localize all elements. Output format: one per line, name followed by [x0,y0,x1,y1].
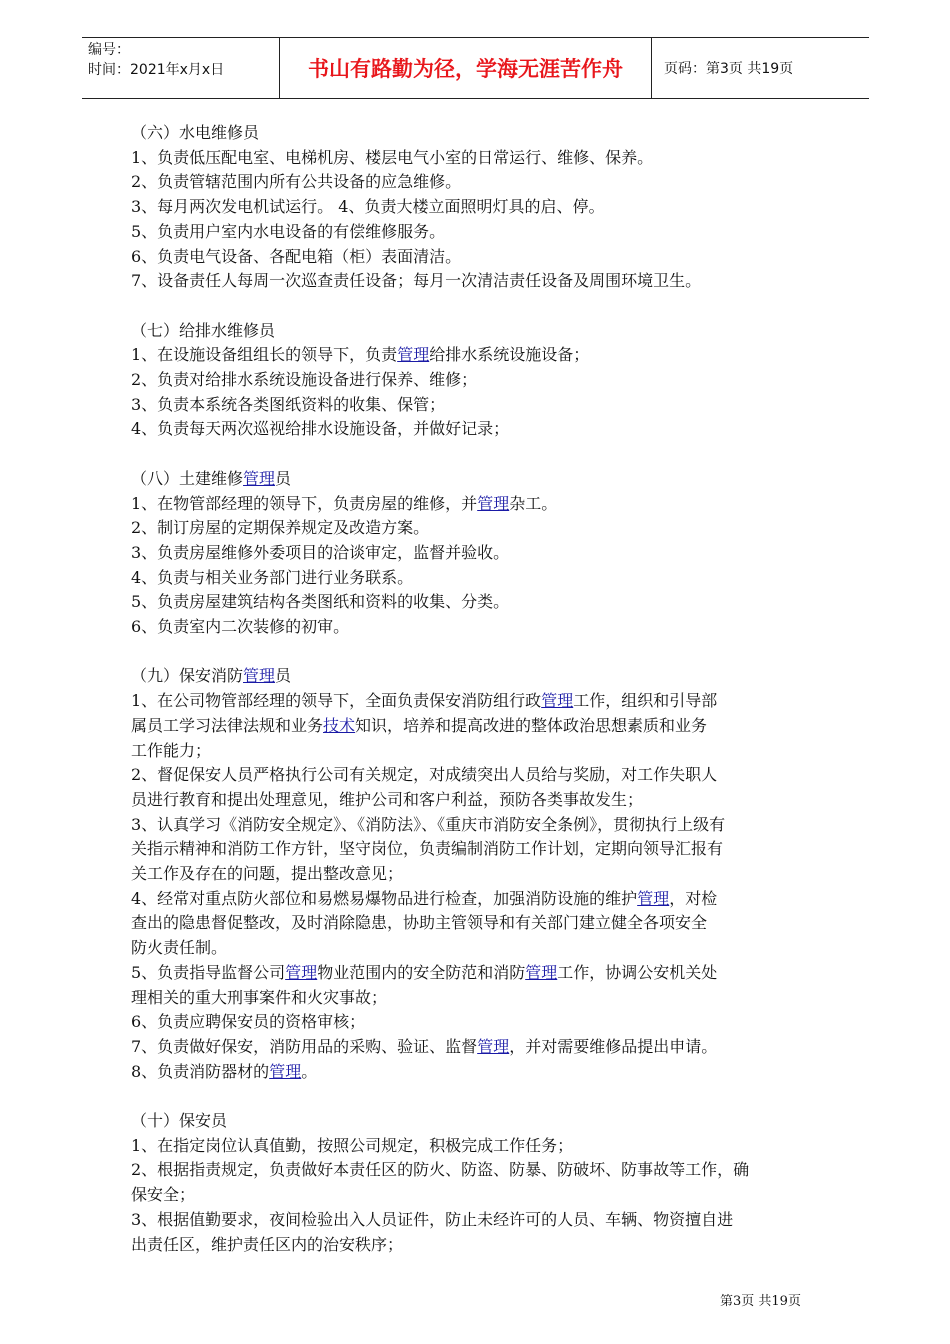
hyperlink[interactable]: 技术 [323,715,356,735]
section-spacer [131,640,821,665]
text-segment: 2、负责对给排水系统设施设备进行保养、维修； [131,370,478,390]
list-item [131,1183,821,1208]
section [131,467,821,640]
text-segment: 查出的隐患督促整改，及时消除隐患，协助主管领导和有关部门建立健全各项安全 [131,913,708,933]
list-item [131,1158,821,1183]
hyperlink[interactable]: 管理 [243,468,276,488]
list-item [131,837,821,862]
section [131,319,821,443]
hyperlink[interactable]: 管理 [269,1061,302,1081]
list-item [131,1134,821,1159]
text-segment: 1、在公司物管部经理的领导下，全面负责保安消防组行政 [131,691,542,711]
hyperlink[interactable]: 管理 [477,1036,510,1056]
hyperlink[interactable]: 管理 [397,345,430,365]
list-item [131,368,821,393]
text-segment: 6、负责应聘保安员的资格审核； [131,1012,366,1032]
text-segment: 5、负责用户室内水电设备的有偿维修服务。 [131,221,446,241]
text-segment: 4、经常对重点防火部位和易燃易爆物品进行检查，加强消防设施的维护 [131,888,638,908]
text-segment: 关工作及存在的问题，提出整改意见； [131,864,404,884]
document-body [131,121,821,1257]
hyperlink[interactable]: 管理 [541,691,574,711]
section-title [131,664,821,689]
text-segment: 5、负责房屋建筑结构各类图纸和资料的收集、分类。 [131,592,510,612]
list-item [131,1035,821,1060]
list-item [131,417,821,442]
section-title [131,121,821,146]
document-number-label: 编号： [88,42,130,58]
text-segment: 4、负责与相关业务部门进行业务联系。 [131,567,414,587]
text-segment: 知识，培养和提高改进的整体政治思想素质和业务 [355,715,708,735]
list-item [131,1010,821,1035]
list-item [131,615,821,640]
text-segment: 2、督促保安人员严格执行公司有关规定，对成绩突出人员给与奖励，对工作失职人 [131,765,718,785]
section [131,121,821,294]
text-segment: 物业范围内的安全防范和消防 [317,962,526,982]
list-item [131,936,821,961]
page-header [82,37,869,99]
list-item [131,739,821,764]
list-item [131,541,821,566]
list-item [131,1233,821,1258]
header-motto: 书山有路勤为径，学海无涯苦作舟 [280,38,652,98]
list-item [131,714,821,739]
list-item [131,689,821,714]
section-title [131,1109,821,1134]
text-segment: 关指示精神和消防工作方针，坚守岗位，负责编制消防工作计划，定期向领导汇报有 [131,839,724,859]
list-item [131,492,821,517]
text-segment: 给排水系统设施设备； [429,345,590,365]
text-segment: 3、负责房屋维修外委项目的洽谈审定，监督并验收。 [131,542,510,562]
list-item [131,813,821,838]
text-segment: 6、负责室内二次装修的初审。 [131,617,350,637]
text-segment: 工作能力； [131,740,212,760]
list-item [131,911,821,936]
list-item [131,887,821,912]
text-segment: 员 [275,468,292,488]
text-segment: （十）保安员 [131,1111,228,1131]
text-segment: 1、负责低压配电室、电梯机房、楼层电气小室的日常运行、维修、保养。 [131,147,654,167]
text-segment: （九）保安消防 [131,666,244,686]
section-title [131,467,821,492]
page-footer: 第3页 共19页 [720,1294,801,1309]
text-segment: 员进行教育和提出处理意见，维护公司和客户利益，预防各类事故发生； [131,789,644,809]
section [131,664,821,1084]
text-segment: 6、负责电气设备、各配电箱（柜）表面清洁。 [131,246,462,266]
list-item [131,986,821,1011]
list-item [131,146,821,171]
hyperlink[interactable]: 管理 [243,666,276,686]
text-segment: 2、负责管辖范围内所有公共设备的应急维修。 [131,172,462,192]
text-segment: 3、认真学习《消防安全规定》、《消防法》、《重庆市消防安全条例》，贯彻执行上级有 [131,814,726,834]
text-segment: 员 [275,666,292,686]
text-segment: 3、负责本系统各类图纸资料的收集、保管； [131,394,446,414]
text-segment: 1、在设施设备组组长的领导下，负责 [131,345,398,365]
list-item [131,1208,821,1233]
text-segment: 防火责任制。 [131,938,228,958]
section-spacer [131,294,821,319]
header-page-info: 页码：第3页 共19页 [664,61,794,77]
text-segment: （六）水电维修员 [131,123,260,142]
text-segment: （七）给排水维修员 [131,320,276,340]
text-segment: 杂工。 [509,493,558,513]
text-segment: 。 [301,1061,318,1081]
text-segment: ，并对需要维修品提出申请。 [509,1036,718,1056]
text-segment: 4、负责每天两次巡视给排水设施设备，并做好记录； [131,419,510,439]
text-segment: 属员工学习法律法规和业务 [131,715,324,735]
hyperlink[interactable]: 管理 [637,888,670,908]
section-title [131,319,821,344]
text-segment: （八）土建维修 [131,468,244,488]
list-item [131,269,821,294]
text-segment: ，对检 [669,888,718,908]
section-spacer [131,1084,821,1109]
text-segment: 7、负责做好保安，消防用品的采购、验证、监督 [131,1036,478,1056]
list-item [131,763,821,788]
document-time-label: 时间：2021年x月x日 [88,62,225,78]
list-item [131,566,821,591]
list-item [131,195,821,220]
text-segment: 3、根据值勤要求，夜间检验出入人员证件，防止未经许可的人员、车辆、物资擅自进 [131,1209,734,1229]
text-segment: 工作，协调公安机关处 [557,962,718,982]
hyperlink[interactable]: 管理 [525,962,558,982]
list-item [131,590,821,615]
header-meta [82,38,280,98]
section-spacer [131,442,821,467]
text-segment: 1、在指定岗位认真值勤，按照公司规定，积极完成工作任务； [131,1135,574,1155]
list-item [131,516,821,541]
text-segment: 2、根据指责规定，负责做好本责任区的防火、防盗、防暴、防破坏、防事故等工作，确 [131,1160,750,1180]
list-item [131,343,821,368]
hyperlink[interactable]: 管理 [477,493,510,513]
list-item [131,170,821,195]
hyperlink[interactable]: 管理 [285,962,318,982]
list-item [131,961,821,986]
text-segment: 8、负责消防器材的 [131,1061,270,1081]
text-segment: 5、负责指导监督公司 [131,962,286,982]
section [131,1109,821,1257]
text-segment: 7、设备责任人每周一次巡查责任设备；每月一次清洁责任设备及周围环境卫生。 [131,271,702,291]
text-segment: 出责任区，维护责任区内的治安秩序； [131,1234,404,1254]
list-item [131,862,821,887]
list-item [131,1060,821,1085]
list-item [131,788,821,813]
text-segment: 3、每月两次发电机试运行。 4、负责大楼立面照明灯具的启、停。 [131,197,605,217]
list-item [131,245,821,270]
text-segment: 保安全； [131,1185,196,1205]
text-segment: 理相关的重大刑事案件和火灾事故； [131,987,388,1007]
text-segment: 1、在物管部经理的领导下，负责房屋的维修，并 [131,493,478,513]
list-item [131,393,821,418]
text-segment: 2、制订房屋的定期保养规定及改造方案。 [131,518,430,538]
list-item [131,220,821,245]
text-segment: 工作，组织和引导部 [573,691,718,711]
